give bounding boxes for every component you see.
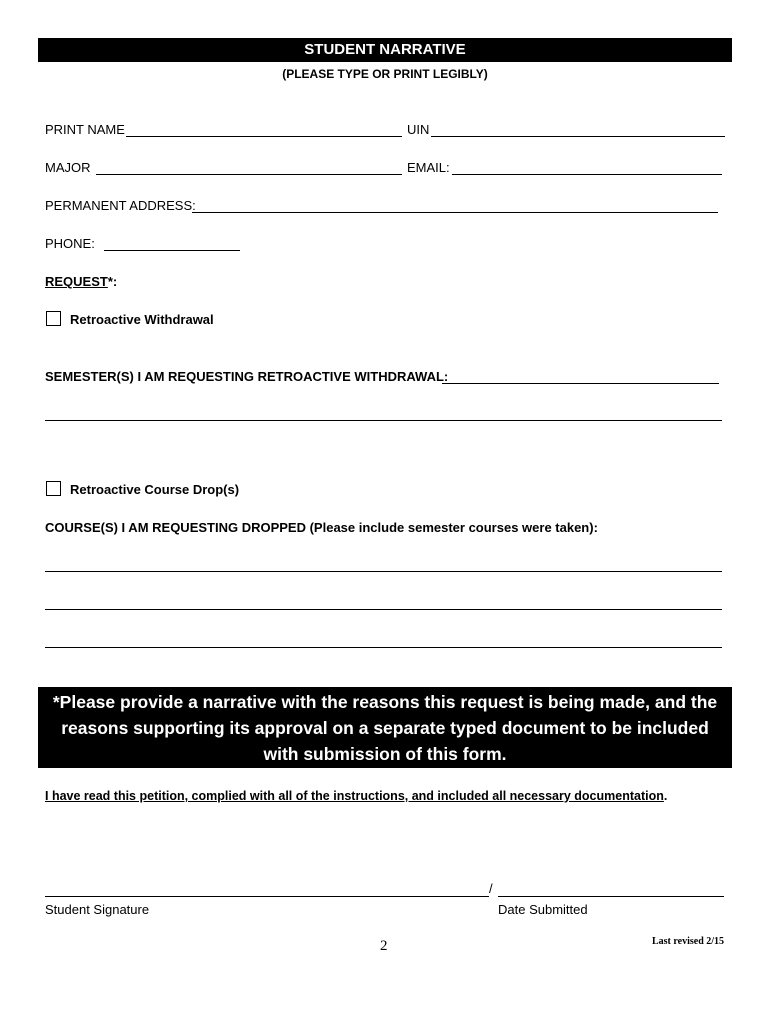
retroactive-course-drop-label: Retroactive Course Drop(s): [70, 482, 240, 497]
date-submitted-label: Date Submitted: [498, 902, 588, 917]
student-signature-field[interactable]: [45, 896, 489, 897]
form-title: STUDENT NARRATIVE: [38, 38, 732, 62]
phone-label: PHONE:: [45, 236, 95, 251]
semesters-label: SEMESTER(S) I AM REQUESTING RETROACTIVE WITHDRAWAL:: [45, 369, 449, 384]
uin-field[interactable]: [431, 136, 725, 137]
courses-field-line-1[interactable]: [45, 571, 722, 572]
request-suffix: *:: [107, 274, 118, 289]
print-name-field[interactable]: [126, 136, 402, 137]
form-subtitle: (PLEASE TYPE OR PRINT LEGIBLY): [282, 67, 488, 81]
student-signature-label: Student Signature: [45, 902, 150, 917]
email-field[interactable]: [452, 174, 722, 175]
retroactive-withdrawal-label: Retroactive Withdrawal: [70, 312, 214, 327]
courses-label: COURSE(S) I AM REQUESTING DROPPED (Please include semester courses were taken):: [45, 520, 598, 535]
permanent-address-label: PERMANENT ADDRESS:: [45, 198, 196, 213]
courses-field-line-2[interactable]: [45, 609, 722, 610]
signature-separator: /: [489, 881, 493, 896]
request-heading: [45, 274, 117, 290]
request-label: REQUEST: [45, 274, 108, 289]
certification-period: .: [663, 789, 668, 803]
semesters-field[interactable]: [442, 383, 719, 384]
certification-text: I have read this petition, complied with all of the instructions, and included all necessary documentation: [45, 789, 664, 803]
email-label: EMAIL:: [407, 160, 450, 175]
courses-field-line-3[interactable]: [45, 647, 722, 648]
phone-field[interactable]: [104, 250, 240, 251]
date-submitted-field[interactable]: [498, 896, 724, 897]
narrative-notice-text: *Please provide a narrative with the reasons this request is being made, and the reasons supporting its approval on a separate typed document to be included with submission of this form.: [52, 691, 718, 764]
retroactive-withdrawal-checkbox[interactable]: [46, 311, 61, 326]
page-number: 2: [380, 938, 388, 954]
certification-statement: [45, 788, 667, 804]
retroactive-course-drop-checkbox[interactable]: [46, 481, 61, 496]
major-field[interactable]: [96, 174, 402, 175]
semesters-field-line-2[interactable]: [45, 420, 722, 421]
uin-label: UIN: [407, 122, 430, 137]
major-label: MAJOR: [45, 160, 91, 175]
permanent-address-field[interactable]: [192, 212, 718, 213]
print-name-label: PRINT NAME: [45, 122, 125, 137]
last-revised: Last revised 2/15: [652, 936, 725, 947]
narrative-notice: [38, 687, 732, 768]
